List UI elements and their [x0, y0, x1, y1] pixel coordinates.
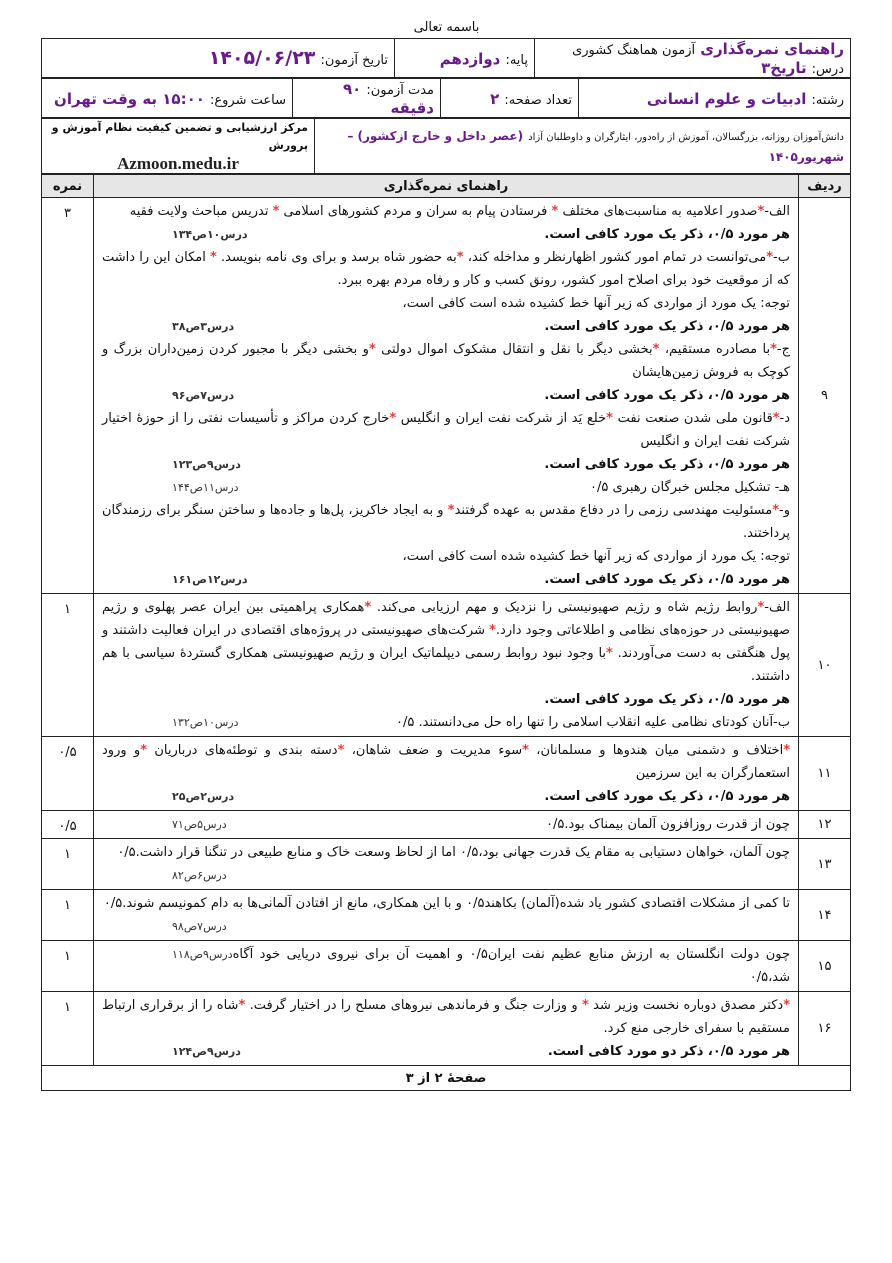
answer-text	[94, 941, 799, 992]
answer-line	[102, 246, 790, 292]
site-link[interactable]: Azmoon.medu.ir	[117, 154, 239, 173]
answer-line	[102, 994, 790, 1040]
answer-line	[102, 499, 790, 545]
line-text: چون دولت انگلستان به ارزش منابع عظیم نفت ایران۰/۵ و اهمیت آن برای نیروی دریایی خود آگاه شد،۰/۵	[232, 947, 791, 985]
table-row	[42, 811, 851, 839]
answer-line	[102, 813, 790, 836]
center-name: مرکز ارزشیابی و تضمین کیفیت نظام آموزش و پرورش	[51, 121, 308, 152]
lesson-reference: درس۶ص۸۲	[172, 869, 227, 882]
table-row	[42, 737, 851, 811]
line-text: توجه: یک مورد از مواردی که زیر آنها خط کشیده شده است کافی است،	[402, 296, 790, 311]
score-value: ۱	[42, 839, 94, 890]
line-text: هر مورد ۰/۵، ذکر یک مورد کافی است.	[544, 789, 790, 804]
page-heading: باسمه تعالی	[413, 20, 480, 35]
row-number: ۱۴	[799, 890, 851, 941]
line-text: هـ- تشکیل مجلس خبرگان رهبری ۰/۵	[589, 480, 790, 495]
table-row	[42, 890, 851, 941]
line-text: هر مورد ۰/۵، ذکر یک مورد کافی است.	[544, 388, 790, 403]
answer-line	[102, 384, 790, 407]
page-footer: صفحهٔ ۲ از ۳	[42, 1066, 851, 1091]
answer-line	[102, 338, 790, 384]
line-text: هر مورد ۰/۵، ذکر یک مورد کافی است.	[544, 572, 790, 587]
line-text: *دکتر مصدق دوباره نخست وزیر شد * و وزارت جنگ و فرماندهی نیروهای مسلح را در اختیار گرفت. *شاه را از برقراری ارتباط مستقیم با سفرای خارجی منع کرد.	[102, 998, 790, 1036]
duration-label: مدت آزمون:	[366, 83, 434, 98]
answer-line	[102, 943, 790, 989]
answer-line	[102, 596, 790, 688]
lesson-reference: درس۹ص۱۲۳	[172, 458, 241, 471]
answer-line	[102, 841, 790, 864]
table-row	[42, 198, 851, 594]
answer-line	[102, 292, 790, 315]
row-number: ۱۱	[799, 737, 851, 811]
header-table-3	[41, 118, 851, 174]
answer-line	[102, 407, 790, 453]
answer-line	[102, 864, 790, 887]
row-number: ۱۳	[799, 839, 851, 890]
lesson-reference: درس۳ص۳۸	[172, 320, 235, 333]
lesson-reference: درس۲ص۲۵	[172, 790, 235, 803]
score-value: ۰/۵	[42, 811, 94, 839]
date-cell	[42, 39, 395, 78]
line-text: ب-*می‌توانست در تمام امور کشور اظهارنظر و مداخله کند، *به حضور شاه برسد و برای وی نامه بنویسد. * امکان این را داشت که از موقعیت خود برای اصلاح امور کشور، رونق کسب و کار و رفاه مردم بهره ببرد.	[102, 250, 790, 288]
answer-line	[102, 1040, 790, 1063]
answer-line	[102, 915, 790, 938]
col-row: ردیف	[799, 175, 851, 198]
answer-text	[94, 198, 799, 594]
grade-cell	[395, 39, 535, 78]
answers-table	[41, 174, 851, 1091]
lesson-reference: درس۵ص۷۱	[172, 818, 227, 831]
lesson-reference: درس۹ص۱۱۸	[172, 948, 233, 961]
col-guide: راهنمای نمره‌گذاری	[94, 175, 799, 198]
footer-row	[42, 1066, 851, 1091]
column-header	[42, 175, 851, 198]
grade-label: پایه:	[505, 52, 528, 68]
title-cell	[535, 39, 851, 78]
line-text: هر مورد ۰/۵، ذکر یک مورد کافی است.	[544, 457, 790, 472]
field: ادبیات و علوم انسانی	[646, 89, 807, 108]
row-number: ۹	[799, 198, 851, 594]
title-label: راهنمای نمره‌گذاری	[700, 40, 844, 58]
field-label: رشته:	[811, 92, 844, 108]
date-label: تاریخ آزمون:	[320, 53, 388, 68]
table-row	[42, 594, 851, 737]
duration: ۹۰ دقیقه	[342, 80, 434, 117]
lesson-reference: درس۷ص۹۶	[172, 389, 235, 402]
row-number: ۱۶	[799, 992, 851, 1066]
header-table	[41, 38, 851, 78]
line-text: *اختلاف و دشمنی میان هندوها و مسلمانان، *سوء مدیریت و ضعف شاهان، *دسته بندی و توطئه‌های درباریان *و ورود استعمارگران به این سرزمین	[102, 743, 790, 781]
row-number: ۱۵	[799, 941, 851, 992]
score-value: ۱	[42, 941, 94, 992]
answer-text	[94, 890, 799, 941]
answer-line	[102, 892, 790, 915]
subject: تاریخ۳	[761, 59, 807, 77]
lesson-reference: درس۱۰ص۱۳۴	[172, 228, 248, 241]
answer-text	[94, 811, 799, 839]
col-score: نمره	[42, 175, 94, 198]
answer-text	[94, 737, 799, 811]
table-row	[42, 839, 851, 890]
answer-line	[102, 200, 790, 223]
answer-line	[102, 739, 790, 785]
answer-line	[102, 476, 790, 499]
start-time: ۱۵:۰۰ به وقت تهران	[54, 89, 205, 108]
row-number: ۱۲	[799, 811, 851, 839]
answer-line	[102, 711, 790, 734]
answer-line	[102, 453, 790, 476]
students-note: دانش‌آموزان روزانه، بزرگسالان، آموزش از راه‌دور، ایثارگران و داوطلبان آزاد	[528, 132, 844, 143]
table-row	[42, 992, 851, 1066]
lesson-reference: درس۱۰ص۱۳۲	[172, 716, 239, 729]
start-label: ساعت شروع:	[210, 92, 286, 108]
line-text: تا کمی از مشکلات اقتصادی کشور یاد شده(آلمان) بکاهند۰/۵ و با این همکاری، مانع از افتادن آلمانی‌ها به دام کمونیسم شوند.۰/۵	[103, 896, 790, 911]
score-value: ۱	[42, 890, 94, 941]
line-text: ج-*با مصادره مستقیم، *بخشی دیگر با نقل و انتقال مشکوک اموال دولتی *و بخشی دیگر با مجبور کردن زمین‌داران بزرگ و کوچک به فروش زمین‌هایشان	[102, 342, 790, 380]
line-text: هر مورد ۰/۵، ذکر یک مورد کافی است.	[544, 692, 790, 707]
table-row	[42, 941, 851, 992]
answer-text	[94, 594, 799, 737]
exam-date: ۱۴۰۵/۰۶/۲۳	[208, 47, 316, 69]
answer-line	[102, 545, 790, 568]
score-value: ۱	[42, 992, 94, 1066]
row-number: ۱۰	[799, 594, 851, 737]
lesson-reference: درس۹ص۱۲۴	[172, 1045, 241, 1058]
lesson-reference: درس۱۲ص۱۶۱	[172, 573, 248, 586]
page-count: ۲	[490, 89, 500, 108]
lesson-reference: درس۷ص۹۸	[172, 920, 227, 933]
score-value: ۰/۵	[42, 737, 94, 811]
line-text: د-*قانون ملی شدن صنعت نفت *خلع یَد از شرکت نفت ایران و انگلیس *خارج کردن مراکز و تأسیسات نفتی را از حوزهٔ اختیار شرکت نفت ایران و انگلیس	[102, 411, 790, 449]
line-text: و-*مسئولیت مهندسی رزمی را در دفاع مقدس به عهده گرفتند* و به ایجاد خاکریز، پل‌ها و جاده‌ها و ساختن سنگر برای رزمندگان پرداختند.	[102, 503, 791, 541]
answer-line	[102, 315, 790, 338]
line-text: الف-*صدور اعلامیه به مناسبت‌های مختلف * فرستادن پیام به سران و مردم کشورهای اسلامی * تدریس مباحث ولایت فقیه	[129, 204, 790, 219]
line-text: هر مورد ۰/۵، ذکر دو مورد کافی است.	[547, 1044, 790, 1059]
title-rest: آزمون هماهنگ کشوری درس:	[572, 43, 844, 77]
grade: دوازدهم	[439, 49, 501, 68]
line-text: توجه: یک مورد از مواردی که زیر آنها خط کشیده شده است کافی است،	[402, 549, 790, 564]
line-text: چون از قدرت روزافزون آلمان بیمناک بود.۰/۵	[546, 817, 790, 832]
score-value: ۱	[42, 594, 94, 737]
pages-label: تعداد صفحه:	[504, 92, 572, 108]
session: (عصر داخل و خارج ازکشور) – شهریور۱۴۰۵	[347, 129, 844, 164]
answer-text	[94, 992, 799, 1066]
line-text: هر مورد ۰/۵، ذکر یک مورد کافی است.	[544, 319, 790, 334]
exam-page	[42, 18, 851, 1091]
answer-line	[102, 568, 790, 591]
score-value: ۳	[42, 198, 94, 594]
lesson-reference: درس۱۱ص۱۴۴	[172, 481, 239, 494]
line-text: چون آلمان، خواهان دستیابی به مقام یک قدرت جهانی بود،۰/۵ اما از لحاظ وسعت خاک و منابع طبیعی در تنگنا قرار داشت.۰/۵	[117, 845, 790, 860]
answer-line	[102, 688, 790, 711]
answer-line	[102, 785, 790, 808]
line-text: الف-*روابط رژیم شاه و رژیم صهیونیستی را نزدیک و مهم ارزیابی می‌کند. *همکاری پراهمیتی بین ایران عصر پهلوی و رژیم صهیونیستی در حوزه‌های نظامی و اطلاعاتی وجود دارد.* شرکت‌های صهیونیستی در پروژه‌های اقتصادی در ایران فعالیت داشتند و پول هنگفتی به دست می‌آوردند. *با وجود نبود روابط رسمی دیپلماتیک ایران و رژیم صهیونیستی همکاری گستردهٔ سیاسی با هم داشتند.	[102, 600, 790, 684]
line-text: ب-آنان کودتای نظامی علیه انقلاب اسلامی را تنها راه حل می‌دانستند. ۰/۵	[396, 715, 790, 730]
answer-line	[102, 223, 790, 246]
answer-text	[94, 839, 799, 890]
line-text: هر مورد ۰/۵، ذکر یک مورد کافی است.	[544, 227, 790, 242]
answer-rows	[42, 198, 851, 1066]
header-table-2	[41, 78, 851, 118]
